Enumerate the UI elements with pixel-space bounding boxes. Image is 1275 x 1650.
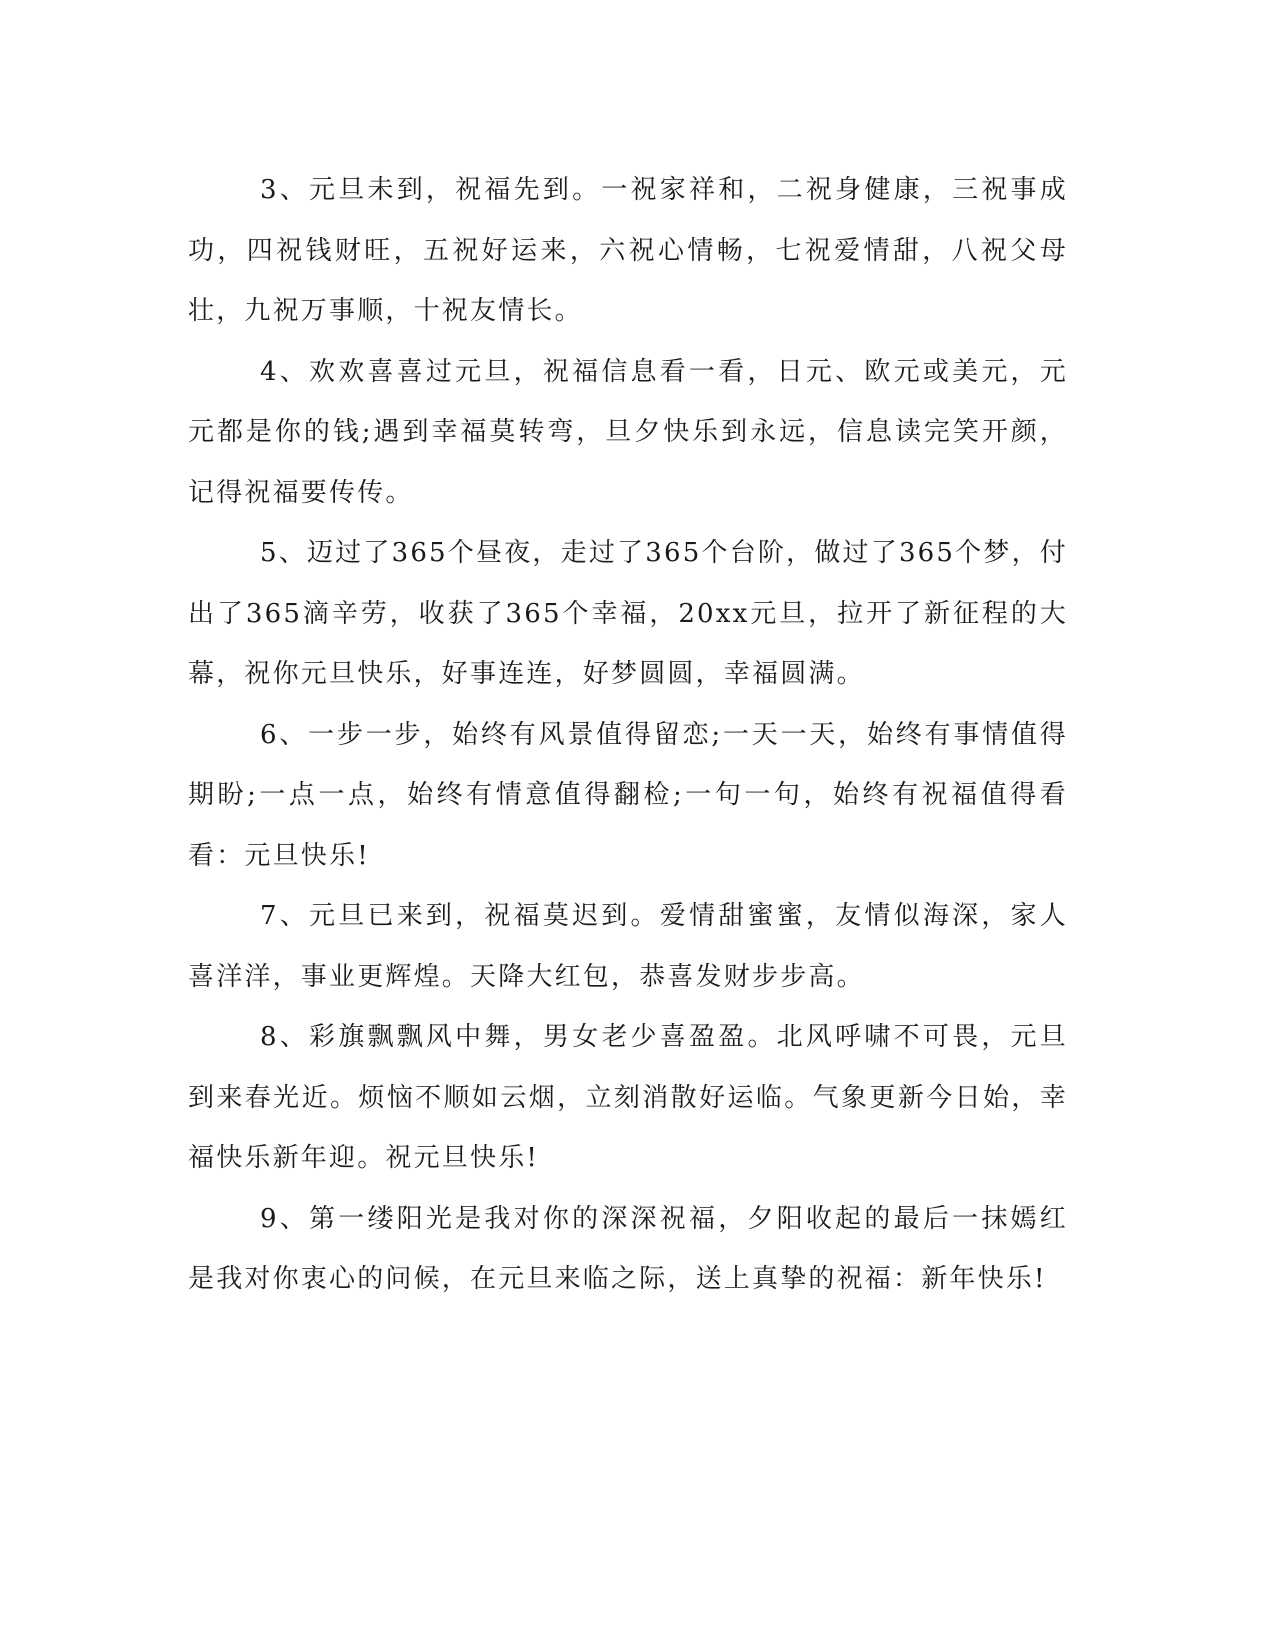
paragraph-3: 3、元旦未到，祝福先到。一祝家祥和，二祝身健康，三祝事成功，四祝钱财旺，五祝好运来，六祝心情畅，七祝爱情甜，八祝父母壮，九祝万事顺，十祝友情长。	[188, 175, 1068, 326]
document-body	[188, 160, 1068, 1310]
paragraph-9: 9、第一缕阳光是我对你的深深祝福，夕阳收起的最后一抹嫣红是我对你衷心的问候，在元旦来临之际，送上真挚的祝福：新年快乐!	[188, 1203, 1068, 1294]
paragraph-8: 8、彩旗飘飘风中舞，男女老少喜盈盈。北风呼啸不可畏，元旦到来春光近。烦恼不顺如云烟，立刻消散好运临。气象更新今日始，幸福快乐新年迎。祝元旦快乐!	[188, 1022, 1068, 1173]
paragraph-6: 6、一步一步，始终有风景值得留恋;一天一天，始终有事情值得期盼;一点一点，始终有情意值得翻检;一句一句，始终有祝福值得看看：元旦快乐!	[188, 719, 1068, 871]
paragraph-5: 5、迈过了365个昼夜，走过了365个台阶，做过了365个梦，付出了365滴辛劳，收获了365个幸福，20xx元旦，拉开了新征程的大幕，祝你元旦快乐，好事连连，好梦圆圆，幸福圆满。	[188, 538, 1068, 689]
paragraph-7: 7、元旦已来到，祝福莫迟到。爱情甜蜜蜜，友情似海深，家人喜洋洋，事业更辉煌。天降大红包，恭喜发财步步高。	[188, 901, 1068, 992]
paragraph-4: 4、欢欢喜喜过元旦，祝福信息看一看，日元、欧元或美元，元元都是你的钱;遇到幸福莫转弯，旦夕快乐到永远，信息读完笑开颜，记得祝福要传传。	[188, 356, 1068, 508]
